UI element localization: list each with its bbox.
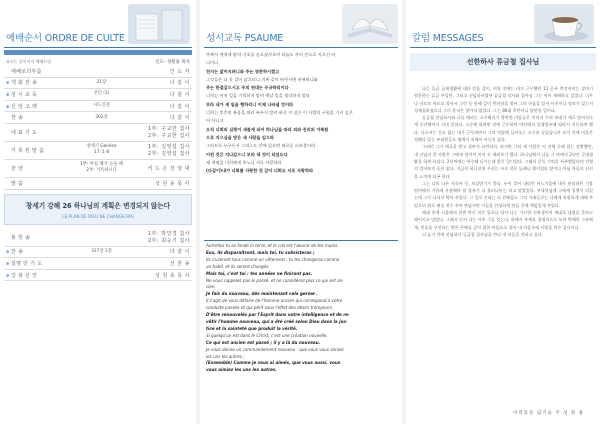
psalm-verse-fr: Ce qui est ancien est passé ; il y a là du nouveau. [206,339,321,345]
psalm-column [200,0,402,424]
sermon-title-fr: LE PLAN DE DIEU NE CHANGE PAS [62,213,134,219]
psalm-verse-ko: 어 아니고 [206,118,224,124]
psalm-verse-fr: cien. [206,284,216,290]
liturgy-item-name: 봉 헌 송 [11,234,31,241]
liturgy-item-detail: 선언 (1) [93,91,110,97]
psalm-verse-ko: (다같이)내가 너희를 사랑한 것 같이 너희도 서로 사랑하라 [206,168,314,174]
liturgy-item-detail: 21장 [96,79,107,85]
liturgy-table [4,50,192,281]
liturgy-row [4,270,192,282]
liturgy-row [4,66,192,78]
liturgy-item-detail: 317장 1절 [91,248,112,254]
liturgy-item-leader: 다 같 이 [169,91,190,98]
liturgy-row [4,247,192,259]
liturgy-rows-1 [4,66,192,190]
liturgy-item-name: 말 씀 [11,180,24,187]
liturgy-item-leader: 1부: 박민경 집사 2부: 최승기 집사 [147,231,190,245]
coffee-cup-icon [534,4,594,44]
psalm-verse-ko: 그러므로 누구든지 그리스도 안에 있으면 새로운 피조물이라 [206,143,316,149]
liturgy-item-detail: 사도신경 [93,103,110,109]
liturgy-row [4,142,192,160]
psalm-verse-ko: 오직 너희의 심령이 새롭게 되어 하나님을 따라 의와 진리의 거룩함 [206,126,329,132]
message-paragraph: 더 늦기 전에 선임하사 류금철 집사님을 만나 내 마음을 전하고 싶다. [422,231,544,237]
standing-mark: ✽ [6,260,10,266]
liturgy-item-name: 신 앙 고 백 [11,103,38,110]
liturgy-item-leader: 1부: 구교한 집사 2부: 구교한 집사 [147,126,190,140]
psalm-verse-ko: 이전 것은 지나갔으니 보라 새 것이 되었도다 [206,151,288,157]
psalm-verse-ko: 너희는 이전 일을 기억하지 말며 옛날 일을 생각하지 말라 [206,93,310,99]
liturgy-item-name: 기 록 된 말 씀 [11,147,45,154]
sermon-title: 창세기 강해 26 하나님의 계획은 변경되지 않는다 [26,201,170,210]
psalm-header [200,0,402,48]
liturgy-item-name: 설명 안 기 도 [11,260,43,267]
psalm-verse-fr: tice et la sainteté que produit la vérité. [206,325,298,331]
standing-note: 표시는 일어서서 예배드림 [6,59,52,64]
psalm-verse-fr: Il s'agit de vous défaire de l'homme ancien qui correspond à votre [206,298,343,304]
psalm-verse-ko: 새 계명을 너희에게 주노니 서로 사랑하라 [206,159,282,165]
psalm-title: 성시교독 PSAUME [206,33,284,44]
liturgy-item-name: 대 표 기 도 [11,129,38,136]
psalm-verse-ko: 너희는 후후히 복음을 따라 싸우지 말라 하신 지 싶은 이 사람의 구원을 가지 싶은 [206,110,353,116]
standing-mark: ✽ [6,272,10,278]
liturgy-item-leader: 다 같 이 [169,115,190,122]
psalm-verse-fr: un habit, et ils seront changés. [206,263,270,269]
liturgy-row [4,112,192,124]
liturgy-item-name: 예배로의부름 [11,68,42,75]
liturgy-item-leader: 1부: 김영섭 집사 2부: 김영섭 집사 [147,144,190,158]
liturgy-item-leader: 성 원 용 목 사 [154,180,190,187]
psalm-verse-fr: Je fais du nouveau, dès maintenant cela germe . [206,291,318,297]
message-paragraph: 그러던 그가 애국을 받고 징부가 파견되자, 하지만 그의 계 사람은 지 전체 중에 있는 상황했던, 내 선임자 한 사람은 그에게 알아서 이어 두 메려보기 했다. 하니님께서 나를 그 마에서 2년간 군대생활을 하게 하셨다. 2년씩에는 복중해 나가는데 좋은 일이었다. 그래서 문득 기억을 사주했었다며 진행의 얼어뜨린 듯한 없다. 지금이 하니한처 우리는 서로 작은 둘레니 행이었다 많이나 아님 마음의 선선을 느끼게 되곤 한다. [414,144,594,179]
message-body [414,85,593,238]
psalm-verse-fr: vous aimiez les uns les autres. [206,367,277,373]
psalm-verse-ko: 보라 내가 새 일을 행하리니 이제 나타낼 것이라 [206,101,294,107]
psalm-verse-fr: vêtir l'homme nouveau, qui a été créé selon Dieu dans la jus- [206,318,348,324]
psalm-verse-fr: conduite passée et qui périt sous l'effet des désirs trompeurs, [206,305,334,311]
book-photo-icon [342,4,398,44]
order-of-service-column [0,0,196,424]
liturgy-item-leader: 다 같 이 [169,249,190,256]
liturgy-item-name: 성 시 교 독 [11,91,38,98]
liturgy-item-leader: 선 한 송 [169,260,190,267]
liturgy-item-leader: 다 같 이 [169,103,190,110]
leader-label: 인도: 성원용 목사 [155,60,190,65]
liturgy-rows-2 [4,229,192,282]
message-signature: 어리동동 담기술 주 성 원 용 [513,411,584,416]
messages-column [406,0,600,424]
psalm-verse-fr: D'être renouvelés par l'Esprit dans votre intelligence et de re- [206,312,350,318]
liturgy-row [4,78,192,90]
messages-title: 칼럼 MESSAGES [412,33,484,44]
liturgy-item-name: 찬 송 [11,115,24,122]
psalm-verse-fr: (Ensemble) Comme je vous ai aimés, que vous aussi, vous [206,360,341,366]
standing-mark: ✽ [6,91,10,97]
order-title-rule [4,47,192,48]
message-paragraph: 제대 후에 서울에서 한번 만난 적은 있으나 당시 나는 가난한 신학생이어 제대로 대접을 못하고 헤어지고 말았다. 그래서 인지 나는 자주 그를 잊는다. 하배시 주께요 경제적으로 모여 반해한 그분에게, 믿음을 무건하는 받은 은혜를 갚지 위한 마음으로 항이 내 마음속에 사랑을 억은 감사이다. [414,210,593,230]
messages-title-rule [410,47,596,48]
liturgy-row [4,160,192,178]
psalm-verse-fr: Ils s'useront tous comme un vêtement ; tu les changeras comme [206,256,340,262]
liturgy-item-detail: 창세기 Genèse 17: 1-8 [86,144,117,156]
psalm-verse-fr: les uns les autres ; [206,353,245,359]
liturgy-subheader [4,55,192,66]
psalm-verse-ko: 주께서 옛적에 땅의 기초를 놓으셨사오며 하늘도 주의 손으로 지으신 바 [206,52,336,57]
liturgy-item-leader: 성 원 용 목 사 [154,272,190,279]
liturgy-item-leader: 키 드 온 찬 양 대 [147,165,190,172]
order-title: 예배순서 ORDRE DE CULTE [6,33,125,44]
psalm-verse-ko: 그것들은 다 옷 같이 낡으리니 의복 같이 바꾸시면 바뀌려니와 [206,76,318,82]
psalm-verse-fr: Ne vous rappelez pas le passé, et ne considérez plus ce qui est an- [206,277,344,283]
liturgy-row [4,258,192,270]
message-paragraph: 그는 나의 다른 지식아 중, 보살받기가 좋다. 누이 얼어 내리던 어느겨울에 내가 관리하던 가볼 떨어에서 겨울에 사용해야 할 장유가 다 흘러니아는 치고 말았었다. 부대장님께 그에게 집행이 되었는데 그가 나서서 막아 주었다. 그 일로 우리는 더 친해졌고 그의 가족들로는 나에게 특정하게 대해 주었으며 위로 배를 전수 주어 만났지만 이들을 안정하게 만들 곳에 책임있게 주었다. [414,180,593,208]
psalm-verse-fr: Si quelqu'un est dans le Christ, c'est une création nouvelle. [206,332,328,338]
liturgy-row [4,229,192,247]
liturgy-row [4,124,192,142]
message-paragraph: 나는 류금 금재생활에 대한 믿음 같이, 머칭 전에는 내가 근무했던 11 곳주 측장어머는 장마기 원문하는 류금 주일만, 그리고 선임하사였던 류금철 상사와 집사님 그는 아이 재해하고 있었다. 너무나 마르트 바르로 작아서 그런 듯 한에 깊이 빈의함을 떨어 그의 마음을 앞서 사진이나 정보가 있는지 경제칠하였으나 그의 흔적은 찾아서 없었다. 그는 80대 후반이니 당연한 일이다. [414,86,593,113]
liturgy-row [4,178,192,190]
standing-mark: ✽ [6,80,10,86]
psalm-verse-ko: 주는 한결같으시고 주의 연대는 무궁하리이다 [206,85,289,91]
message-paragraph: 류금철 선임하사와 나를 때리는 고수해지기 향악한 마음들은 이어서 우리 부대가 세로 떨어진다 세 동안했어서 지내 잘하다. 소중에 하하면 전에 근무하던 야간에서 일행정부에 따라서 이동하여 했다. 나로서는 뜻도 없는 내가 근무하면서 그의 억압에 들어오는 소중용 들었습니까 모이 안에 머물은 정했다 있는 부대원들도 옆에서 치해서 아닌지 갔다. [414,115,593,143]
psalm-verse-ko: 니이다 [206,60,219,66]
liturgy-item-leader: 다 같 이 [169,80,190,87]
psalm-divider [204,240,398,241]
order-header [0,0,196,48]
liturgy-row [4,101,192,113]
psalm-korean-text [206,51,397,175]
liturgy-item-leader: 인 도 자 [169,68,190,75]
standing-mark: ✽ [6,103,10,109]
psalm-verse-fr: Mais toi, c'est toi : tes années ne finiront pas. [206,270,313,276]
decor-photo-icon [128,4,190,44]
liturgy-item-name: 강 복 선 언 [11,272,38,279]
message-headline: 선한하사 류금철 집사님 [410,53,596,71]
standing-mark: ✽ [6,249,10,255]
liturgy-item-detail: 1부: 아침 해가 돋을 때 2부: 거룩하시다 [80,162,123,174]
sermon-banner [4,194,192,225]
liturgy-row [4,89,192,101]
psalm-french-text [206,243,397,374]
liturgy-item-detail: 302장 [95,114,108,120]
psalm-verse-fr: Je vous donne un commandement nouveau : que vous vous aimiez [206,346,344,352]
psalm-verse-ko: 으로 지으심을 받은 새 사람을 입으라 [206,134,274,140]
psalm-verse-fr: Eux, ils disparaîtront, mais toi, tu subsisteras ; [206,249,315,255]
psalm-verse-ko: 천지는 없어지려니와 주는 영존하시겠고 [206,68,280,74]
messages-header [406,0,600,48]
psalm-verse-fr: Autrefois tu as fondé la terre, et le ciel est l'œuvre de tes mains. [206,243,339,248]
liturgy-item-name: 개 회 찬 송 [11,80,38,87]
liturgy-item-name: 찬 송 [11,249,24,256]
liturgy-item-name: 찬 양 [11,165,24,172]
psalm-title-rule [204,47,398,48]
